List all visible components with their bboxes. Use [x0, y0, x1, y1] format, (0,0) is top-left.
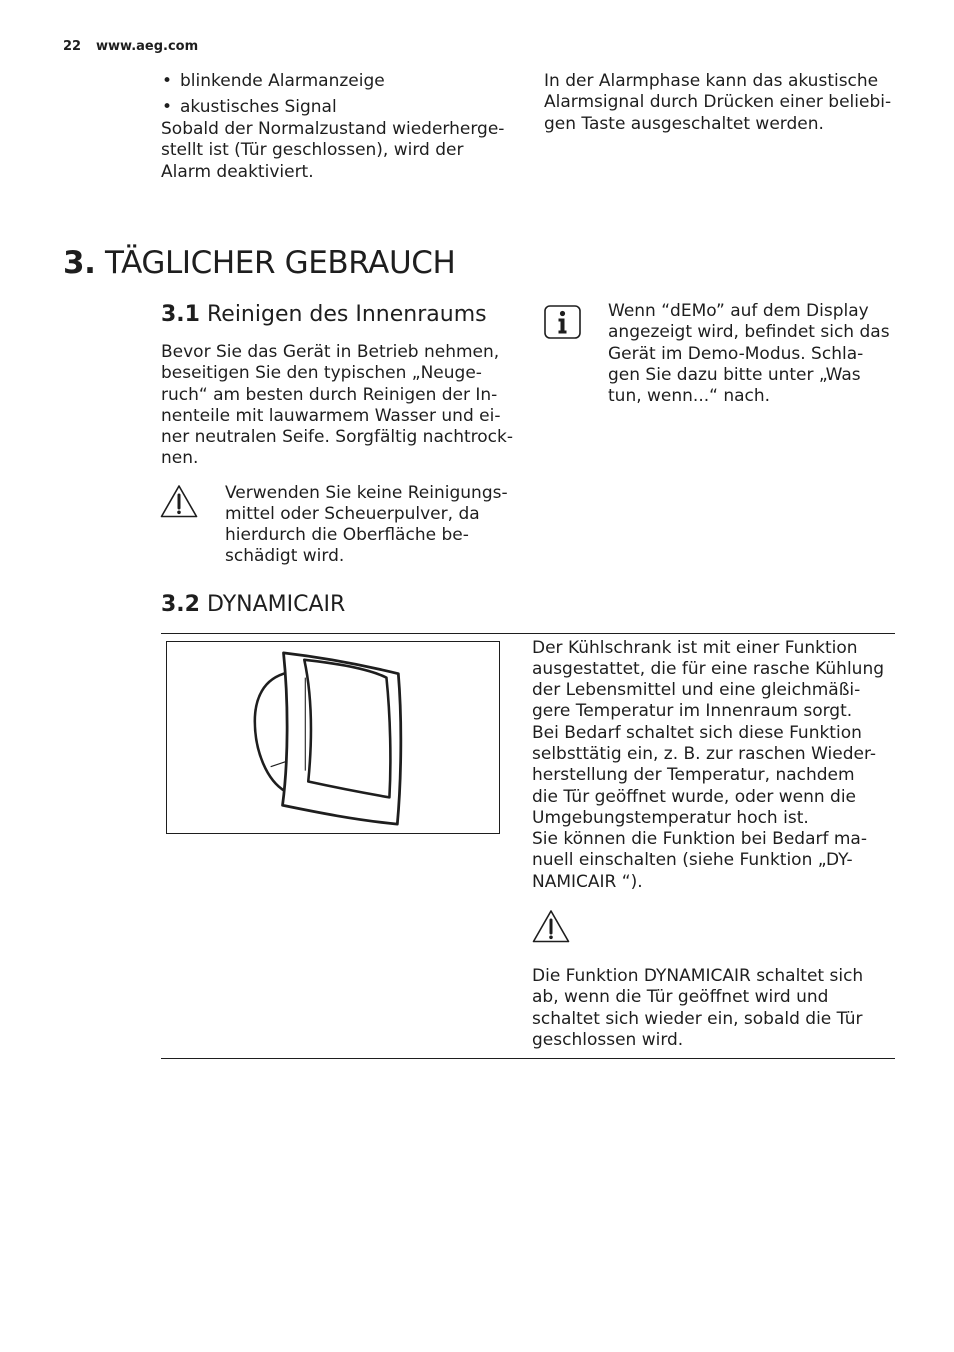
- text-line: Gerät im Demo-Modus. Schla-: [608, 343, 864, 364]
- text-line: tun, wenn...“ nach.: [608, 386, 771, 407]
- page-number: 22: [63, 39, 82, 54]
- text-line: der Lebensmittel und eine gleichmäßi-: [532, 680, 861, 701]
- dynamicair-description: [532, 638, 884, 894]
- text-line: gen Taste ausgeschaltet werden.: [544, 113, 824, 134]
- text-line: geschlossen wird.: [532, 1029, 684, 1050]
- section-heading-3-2: [161, 592, 345, 618]
- text-line: schaltet sich wieder ein, sobald die Tür: [532, 1008, 863, 1029]
- warning-triangle-icon: [532, 909, 570, 944]
- section-title: Reinigen des Innenraums: [206, 302, 487, 327]
- text-line: selbsttätig ein, z. B. zur raschen Wieder-: [532, 743, 877, 764]
- text-line: Umgebungstemperatur hoch ist.: [532, 807, 809, 828]
- alarm-deactivation-paragraph: [161, 119, 504, 183]
- text-line: Bei Bedarf schaltet sich diese Funktion: [532, 722, 862, 743]
- text-line: gen Sie dazu bitte unter „Was: [608, 364, 861, 385]
- dynamicair-fan-illustration: [167, 642, 499, 833]
- dynamicair-figure: [166, 641, 500, 834]
- text-line: mittel oder Scheuerpulver, da: [225, 503, 480, 524]
- section-number: 3.1: [161, 302, 200, 327]
- text-line: ruch“ am besten durch Reinigen der In-: [161, 384, 498, 405]
- warning-triangle-icon: [160, 484, 198, 519]
- text-line: ausgestattet, die für eine rasche Kühlung: [532, 658, 885, 679]
- text-line: nuell einschalten (siehe Funktion „DY-: [532, 850, 853, 871]
- text-line: nenteile mit lauwarmem Wasser und ei-: [161, 405, 501, 426]
- list-item: • blinkende Alarmanzeige: [161, 71, 385, 92]
- text-line: die Tür geöffnet wurde, oder wenn die: [532, 786, 857, 807]
- list-item: • akustisches Signal: [161, 97, 337, 118]
- text-line: Sie können die Funktion bei Bedarf ma-: [532, 829, 867, 850]
- table-top-divider: [161, 633, 895, 634]
- text-line: hierdurch die Oberfläche be-: [225, 525, 469, 546]
- text-line: schädigt wird.: [225, 546, 345, 567]
- text-line: nen.: [161, 448, 199, 469]
- text-line: ab, wenn die Tür geöffnet wird und: [532, 987, 829, 1008]
- chapter-number: 3.: [63, 245, 96, 281]
- text-line: Verwenden Sie keine Reinigungs-: [225, 482, 508, 503]
- alarm-bullet-list-2: [161, 97, 337, 118]
- table-bottom-divider: [161, 1058, 895, 1059]
- text-line: Die Funktion DYNAMICAIR schaltet sich: [532, 966, 864, 986]
- text-line: Wenn “dEMo” auf dem Display: [608, 301, 869, 321]
- text-line: Bevor Sie das Gerät in Betrieb nehmen,: [161, 342, 500, 362]
- website-label: www.aeg.com: [96, 39, 199, 54]
- section-heading-3-1: [161, 302, 487, 328]
- text-line: stellt ist (Tür geschlossen), wird der: [161, 140, 464, 161]
- cleaning-warning-text: [225, 483, 508, 568]
- text-line: herstellung der Temperatur, nachdem: [532, 765, 855, 786]
- section-title: DYNAMICAIR: [206, 592, 346, 617]
- dynamicair-warning-text: [532, 966, 863, 1051]
- text-line: gere Temperatur im Innenraum sorgt.: [532, 701, 853, 722]
- section-number: 3.2: [161, 592, 200, 617]
- cleaning-paragraph: [161, 342, 513, 470]
- text-line: angezeigt wird, befindet sich das: [608, 322, 890, 343]
- info-icon: [544, 305, 582, 340]
- chapter-title: TÄGLICHER GEBRAUCH: [105, 245, 456, 281]
- text-line: Sobald der Normalzustand wiederherge-: [161, 119, 505, 139]
- text-line: beseitigen Sie den typischen „Neuge-: [161, 363, 482, 384]
- text-line: ner neutralen Seife. Sorgfältig nachtrock-: [161, 427, 513, 448]
- chapter-heading: [63, 245, 455, 281]
- text-line: NAMICAIR “).: [532, 871, 643, 892]
- demo-mode-info-text: [608, 301, 890, 407]
- text-line: Alarmsignal durch Drücken einer beliebi-: [544, 92, 892, 113]
- text-line: Alarm deaktiviert.: [161, 161, 314, 182]
- text-line: In der Alarmphase kann das akustische: [544, 71, 879, 91]
- alarm-bullet-list: [161, 71, 385, 92]
- alarm-phase-paragraph: [544, 71, 891, 135]
- text-line: Der Kühlschrank ist mit einer Funktion: [532, 637, 858, 658]
